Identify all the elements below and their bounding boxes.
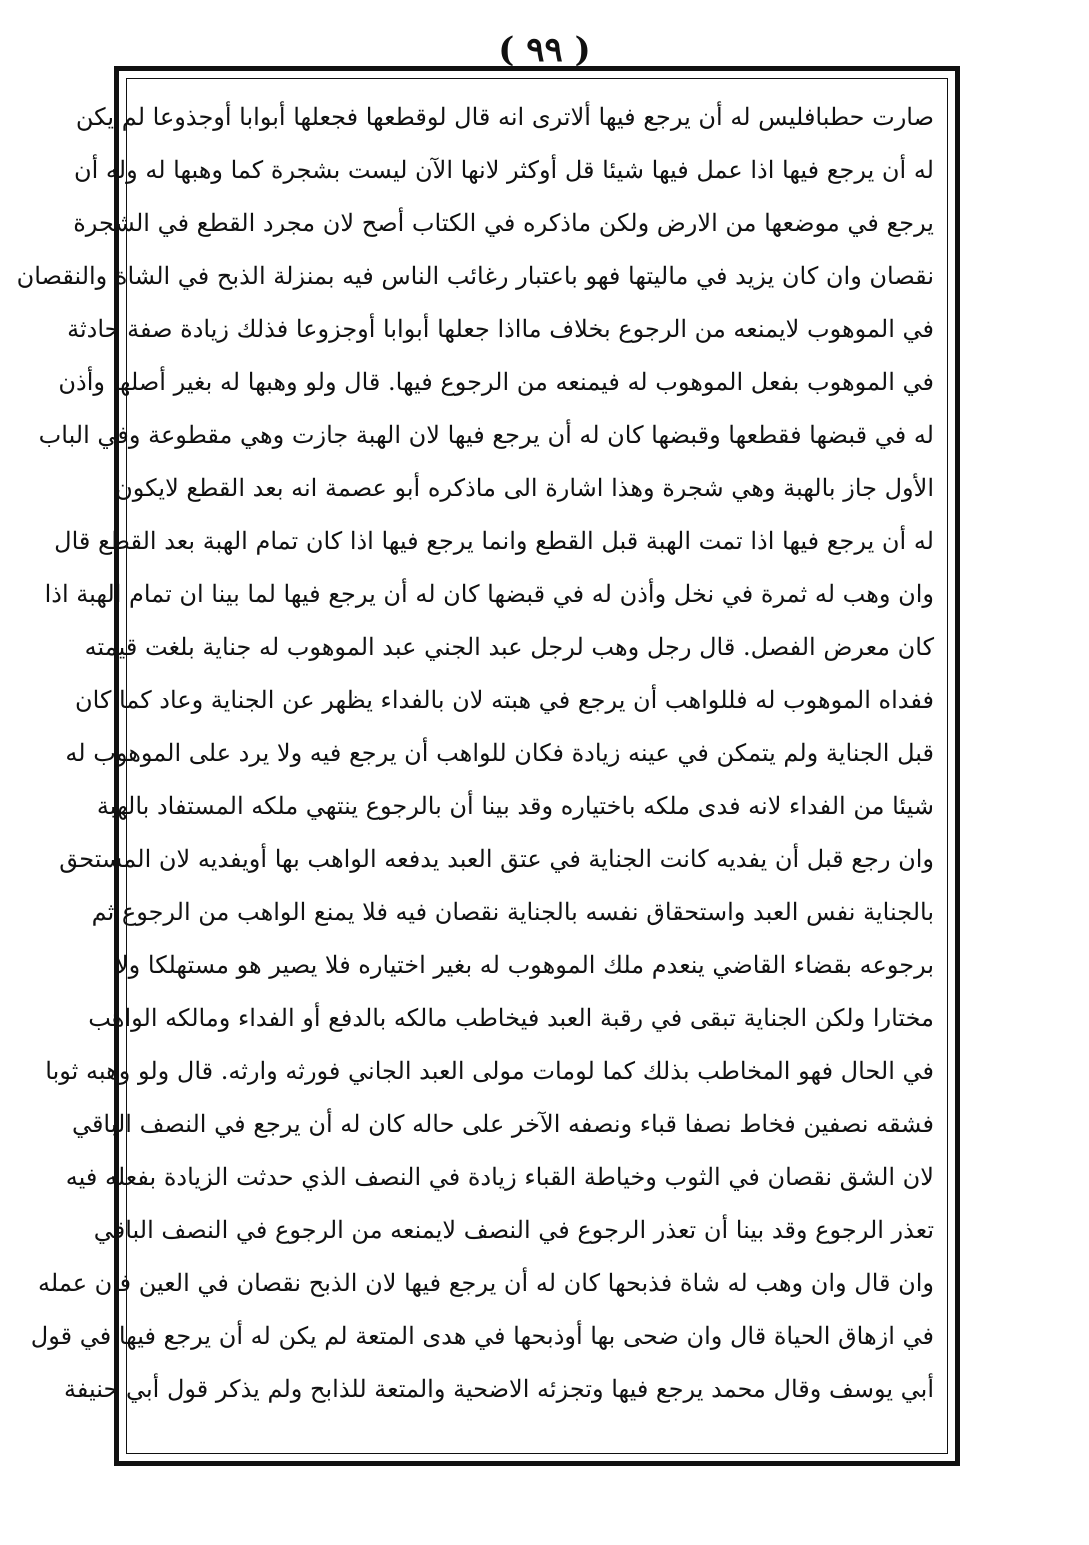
text-line-5: في الموهوب لايمنعه من الرجوع بخلاف مااذا جعلها أبوابا أوجزوعا فذلك زيادة صفة حادثة: [67, 315, 934, 343]
text-line-1: صارت حطبافليس له أن يرجع فيها ألاترى انه قال لوقطعها فجعلها أبوابا أوجذوعا لم يكن: [75, 103, 934, 131]
body-text: [16, 92, 934, 1438]
text-line-8: الأول جاز بالهبة وهي شجرة وهذا اشارة الى ماذكره أبو عصمة انه بعد القطع لايكون: [115, 474, 934, 502]
text-line-20: فشقه نصفين فخاط نصفا قباء ونصفه الآخر على حاله كان له أن يرجع في النصف الباقي: [71, 1110, 934, 1138]
text-line-9: له أن يرجع فيها اذا تمت الهبة قبل القطع وانما يرجع فيها اذا كان تمام الهبة بعد القطع قال: [54, 527, 934, 555]
text-line-10: وان وهب له ثمرة في نخل وأذن له في قبضها كان له أن يرجع فيها لما بينا ان تمام الهبة اذا: [44, 580, 934, 608]
text-line-6: في الموهوب بفعل الموهوب له فيمنعه من الرجوع فيها. قال ولو وهبها له بغير أصلها وأذن: [58, 368, 934, 396]
text-line-11: كان معرض الفصل. قال رجل وهب لرجل عبد الجني عبد الموهوب له جناية بلغت قيمته: [84, 633, 934, 661]
text-line-25: أبي يوسف وقال محمد يرجع فيها وتجزئه الاضحية والمتعة للذابح ولم يذكر قول أبي حنيفة: [64, 1375, 934, 1403]
text-line-21: لان الشق نقصان في الثوب وخياطة القباء زيادة في النصف الذي حدثت الزيادة بفعله فيه: [65, 1163, 934, 1191]
text-line-3: يرجع في موضعها من الارض ولكن ماذكره في الكتاب أصح لان مجرد القطع في الشجرة: [73, 209, 934, 237]
text-line-13: قبل الجناية ولم يتمكن في عينه زيادة فكان للواهب أن يرجع فيه ولا يرد على الموهوب له: [65, 739, 934, 767]
text-line-24: في ازهاق الحياة قال وان ضحى بها أوذبحها في هدى المتعة لم يكن له أن يرجع فيها في قول: [30, 1322, 934, 1350]
text-line-18: مختارا ولكن الجناية تبقى في رقبة العبد فيخاطب مالكه بالدفع أو الفداء ومالكه الواهب: [88, 1004, 934, 1032]
text-line-17: برجوعه بقضاء القاضي ينعدم ملك الموهوب له بغير اختياره فلا يصير هو مستهلكا ولا: [114, 951, 934, 979]
text-line-23: وان قال وان وهب له شاة فذبحها كان له أن يرجع فيها لان الذبح نقصان في العين فان عمله: [38, 1269, 934, 1297]
page-number: ( ٩٩ ): [498, 30, 591, 70]
text-line-22: تعذر الرجوع وقد بينا أن تعذر الرجوع في النصف لايمنعه من الرجوع في النصف الباقي: [93, 1216, 934, 1244]
text-line-14: شيئا من الفداء لانه فدى ملكه باختياره وقد بينا أن بالرجوع ينتهي ملكه المستفاد بالهبة: [96, 792, 934, 820]
text-line-4: نقصان وان كان يزيد في ماليتها فهو باعتبار رغائب الناس فيه بمنزلة الذبح في الشاة والنقصان: [16, 262, 934, 290]
text-line-19: في الحال فهو المخاطب بذلك كما لومات مولى العبد الجاني فورثه وارثه. قال ولو وهبه ثوبا: [45, 1057, 934, 1085]
text-line-16: بالجناية نفس العبد واستحقاق نفسه بالجناية نقصان فيه فلا يمنع الواهب من الرجوع ثم: [91, 898, 934, 926]
text-line-15: وان رجع قبل أن يفديه كانت الجناية في عتق العبد يدفعه الواهب بها أويفديه لان المستحق: [59, 845, 934, 873]
text-line-2: له أن يرجع فيها اذا عمل فيها شيئا قل أوكثر لانها الآن ليست بشجرة كما وهبها له وله أن: [74, 156, 934, 184]
text-line-7: له في قبضها فقطعها وقبضها كان له أن يرجع فيها لان الهبة جازت وهي مقطوعة وفي الباب: [38, 421, 934, 449]
text-line-12: ففداه الموهوب له فللواهب أن يرجع في هبته لان بالفداء يظهر عن الجناية وعاد كما كان: [75, 686, 934, 714]
